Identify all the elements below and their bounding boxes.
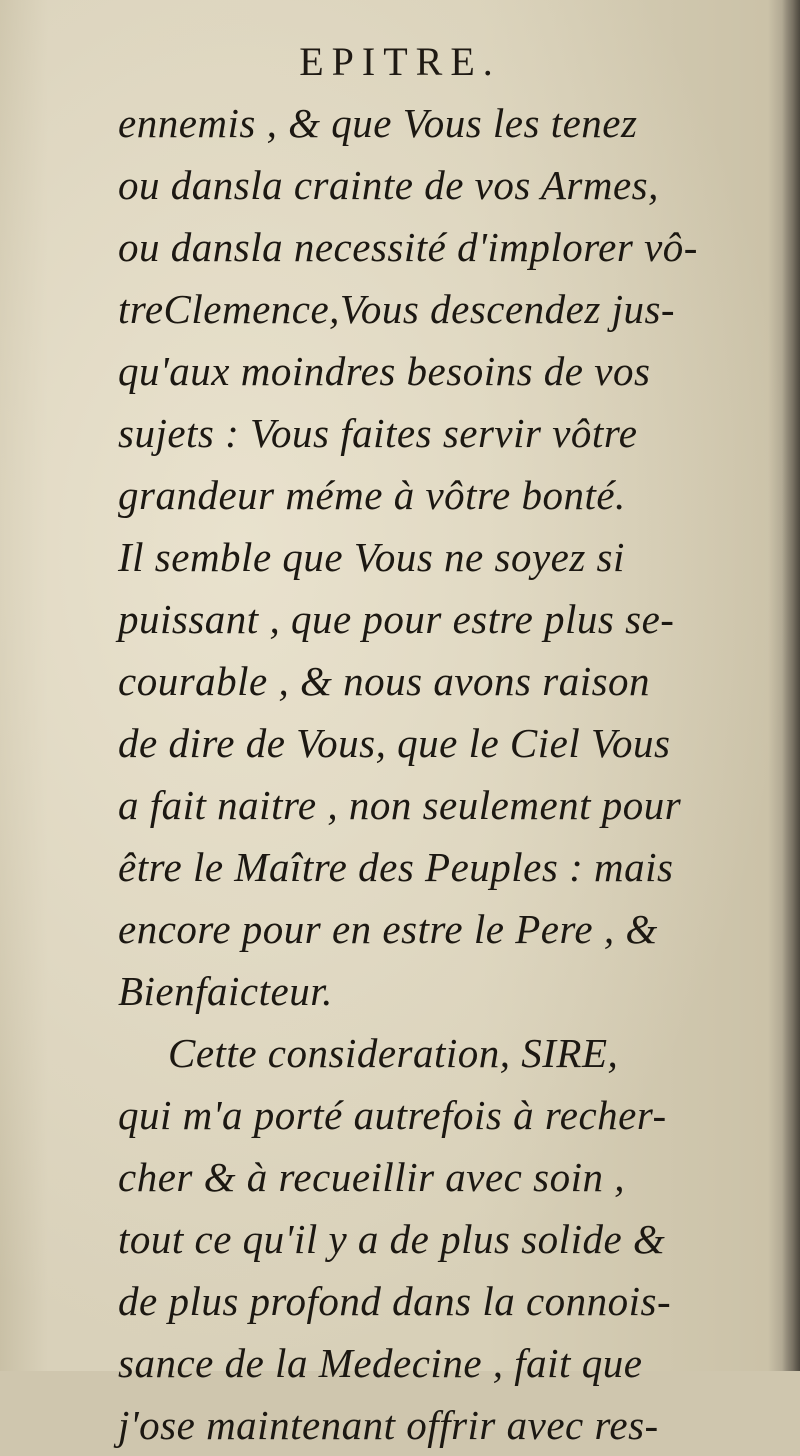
text-line: Bienfaicteur. [118,968,333,1014]
text-line: sujets : Vous faites servir vôtre [118,410,638,456]
text-line: ou dansla necessité d'implorer vô- [118,224,698,270]
text-line: qu'aux moindres besoins de vos [118,348,651,394]
text-line: de plus profond dans la connois- [118,1278,672,1324]
text-line: grandeur méme à vôtre bonté. [118,472,626,518]
text-line: encore pour en estre le Pere , & [118,906,658,952]
text-line: sance de la Medecine , fait que [118,1340,643,1386]
text-line: a fait naitre , non seulement pour [118,782,682,828]
paragraph-start-line: Cette consideration, SIRE, [168,1030,619,1076]
running-header: EPITRE. [299,39,501,84]
text-line: j'ose maintenant offrir avec res- [118,1402,659,1448]
text-line: qui m'a porté autrefois à recher- [118,1092,667,1138]
text-line: tout ce qu'il y a de plus solide & [118,1216,666,1262]
text-line: ou dansla crainte de vos Armes, [118,162,659,208]
body-text [118,92,718,1456]
page-edge-shadow [782,0,800,1371]
text-line: puissant , que pour estre plus se- [118,596,675,642]
text-line: courable , & nous avons raison [118,658,651,704]
text-line: ennemis , & que Vous les tenez [118,100,638,146]
text-line: de dire de Vous, que le Ciel Vous [118,720,671,766]
text-line: cher & à recueillir avec soin , [118,1154,625,1200]
text-line: être le Maître des Peuples : mais [118,844,674,890]
text-line: Il semble que Vous ne soyez si [118,534,625,580]
text-line: treClemence,Vous descendez jus- [118,286,676,332]
